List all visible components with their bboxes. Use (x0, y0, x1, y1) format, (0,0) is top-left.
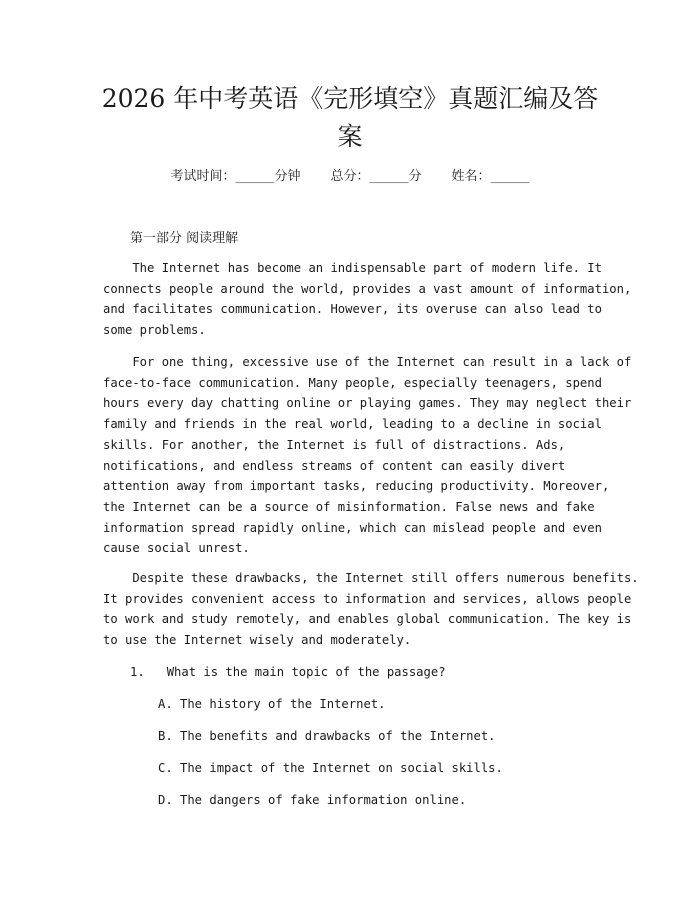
question-number: 1. (130, 665, 145, 679)
paragraph-line: notifications, and endless streams of content can easily divert (103, 458, 566, 473)
student-name-field: 姓名：______ (451, 169, 530, 184)
paragraph-line: to work and study remotely, and enables global communication. The key is (103, 612, 632, 627)
document-title (95, 80, 605, 156)
paragraph-line: and facilitates communication. However, its overuse can also lead to (103, 302, 602, 317)
title-line-2: 案 (337, 122, 363, 151)
passage-paragraph-2 (103, 352, 632, 559)
option-a: A. The history of the Internet. (158, 697, 386, 711)
paragraph-line: the Internet can be a source of misinformation. False news and fake (103, 499, 595, 514)
paragraph-line: The Internet has become an indispensable part of modern life. It (103, 261, 602, 275)
exam-meta-line (0, 166, 700, 188)
total-score-field: 总分：______分 (330, 169, 422, 184)
paragraph-line: skills. For another, the Internet is full of distractions. Ads, (103, 437, 566, 452)
paragraph-line: It provides convenient access to information and services, allows people (103, 591, 632, 606)
paragraph-line: hours every day chatting online or playing games. They may neglect their (103, 396, 632, 411)
option-d: D. The dangers of fake information online. (158, 793, 467, 807)
paragraph-line: face-to-face communication. Many people, especially teenagers, spend (103, 375, 602, 390)
paragraph-line: Despite these drawbacks, the Internet still offers numerous benefits. (103, 571, 639, 585)
paragraph-line: connects people around the world, provides a vast amount of information, (103, 281, 632, 296)
option-c: C. The impact of the Internet on social skills. (158, 761, 503, 775)
question-text: What is the main topic of the passage? (166, 665, 446, 679)
paragraph-line: information spread rapidly online, which can mislead people and even (103, 520, 602, 535)
paragraph-line: attention away from important tasks, reducing productivity. Moreover, (103, 479, 610, 494)
paragraph-line: some problems. (103, 323, 206, 338)
section-heading: 第一部分 阅读理解 (130, 231, 239, 246)
passage-paragraph-1 (103, 258, 632, 341)
paragraph-line: cause social unrest. (103, 541, 250, 556)
title-line-1: 2026 年中考英语《完形填空》真题汇编及答 (101, 84, 599, 113)
paragraph-line: For one thing, excessive use of the Internet can result in a lack of (103, 355, 632, 369)
question-1 (130, 662, 446, 682)
exam-time-field: 考试时间：______分钟 (170, 169, 301, 184)
paragraph-line: family and friends in the real world, leading to a decline in social (103, 417, 602, 432)
paragraph-line: to use the Internet wisely and moderately. (103, 633, 412, 648)
option-b: B. The benefits and drawbacks of the Internet. (158, 729, 496, 743)
passage-paragraph-3 (103, 568, 639, 651)
